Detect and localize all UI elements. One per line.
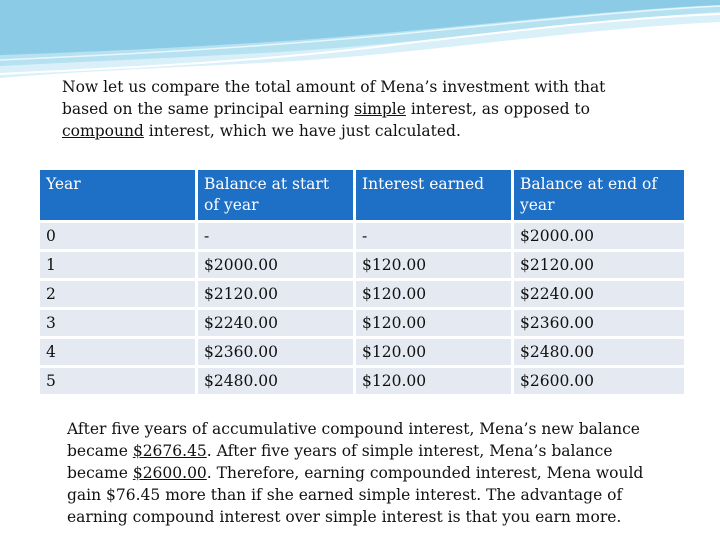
- cell-year: 0: [40, 223, 195, 249]
- cell-balance-end: $2480.00: [514, 339, 684, 365]
- compound-term: compound: [62, 122, 144, 140]
- cell-year: 2: [40, 281, 195, 307]
- cell-balance-start: $2120.00: [198, 281, 353, 307]
- table-row: [40, 310, 684, 336]
- header-balance-start: Balance at start of year: [198, 170, 353, 220]
- cell-balance-end: $2240.00: [514, 281, 684, 307]
- cell-balance-end: $2120.00: [514, 252, 684, 278]
- table-row: [40, 339, 684, 365]
- cell-balance-start: -: [198, 223, 353, 249]
- table-row: [40, 223, 684, 249]
- cell-year: 4: [40, 339, 195, 365]
- cell-balance-start: $2000.00: [198, 252, 353, 278]
- cell-year: 3: [40, 310, 195, 336]
- intro-paragraph: Now let us compare the total amount of Mena’s investment with that based on the same principal earning simple interest, as opposed to compound interest, which we have just calculated.: [62, 78, 606, 140]
- summary-paragraph: After five years of accumulative compound interest, Mena’s new balance became $2676.45. After five years of simple interest, Mena’s balance became $2600.00. Therefore, earning compounded interest, Mena would gain $76.45 more than if she earned simple interest. The advantage of earning compound interest over simple interest is that you earn more.: [67, 420, 644, 526]
- cell-interest: $120.00: [356, 281, 511, 307]
- cell-year: 1: [40, 252, 195, 278]
- cell-interest: $120.00: [356, 310, 511, 336]
- header-balance-end: Balance at end of year: [514, 170, 684, 220]
- cell-interest: $120.00: [356, 368, 511, 394]
- header-interest-earned: Interest earned: [356, 170, 511, 220]
- cell-balance-start: $2480.00: [198, 368, 353, 394]
- interest-table: [37, 167, 687, 397]
- table-header-row: [40, 170, 684, 220]
- cell-year: 5: [40, 368, 195, 394]
- cell-interest: -: [356, 223, 511, 249]
- table-row: [40, 281, 684, 307]
- table-row: [40, 368, 684, 394]
- compound-balance: $2676.45: [132, 442, 207, 460]
- cell-interest: $120.00: [356, 252, 511, 278]
- cell-balance-end: $2360.00: [514, 310, 684, 336]
- simple-term: simple: [354, 100, 406, 118]
- cell-balance-start: $2240.00: [198, 310, 353, 336]
- cell-balance-end: $2000.00: [514, 223, 684, 249]
- cell-interest: $120.00: [356, 339, 511, 365]
- cell-balance-end: $2600.00: [514, 368, 684, 394]
- header-year: Year: [40, 170, 195, 220]
- table-row: [40, 252, 684, 278]
- simple-balance: $2600.00: [132, 464, 207, 482]
- cell-balance-start: $2360.00: [198, 339, 353, 365]
